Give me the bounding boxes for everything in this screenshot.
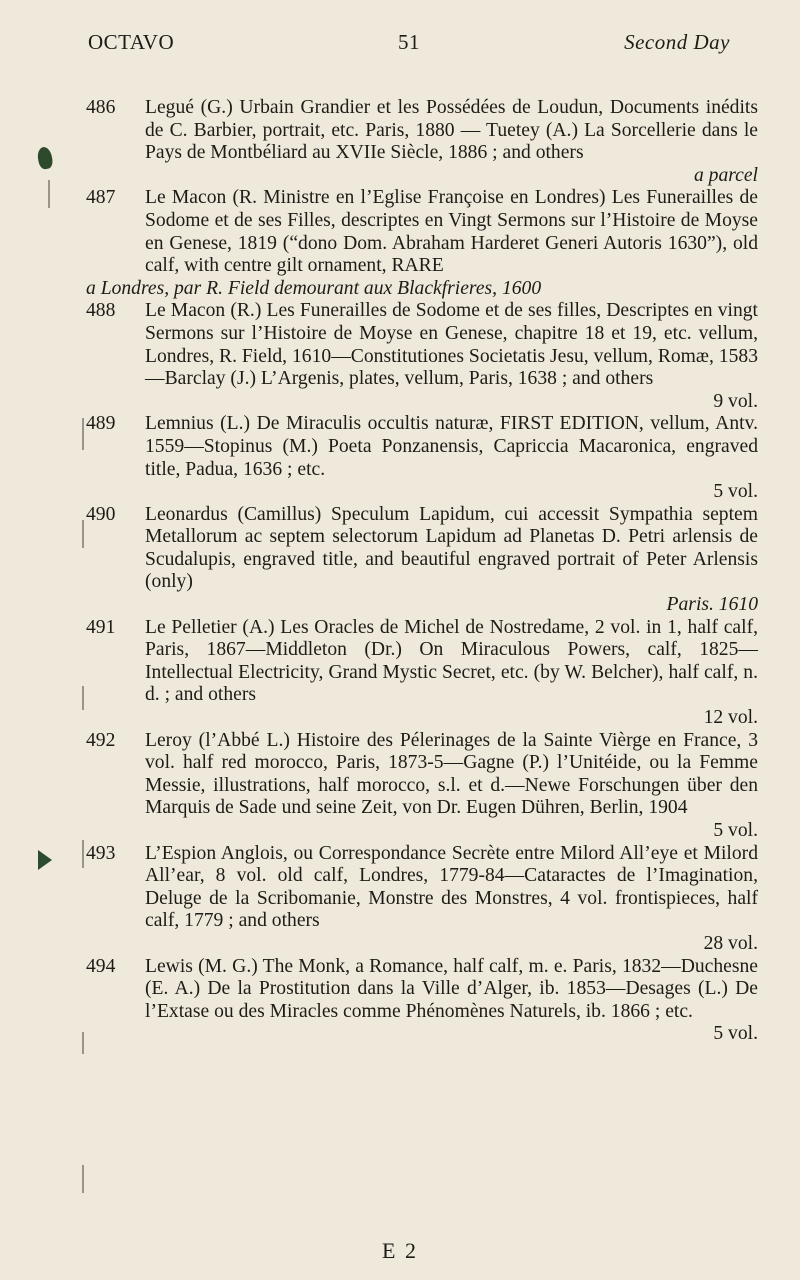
margin-arrow-mark-icon (38, 850, 52, 870)
margin-pencil-tick (82, 418, 84, 450)
lot-number: 492 (86, 729, 116, 751)
running-head (88, 30, 730, 60)
lot-description: Le Pelletier (A.) Les Oracles de Michel de Nostredame, 2 vol. in 1, half calf, Paris, 1867—Middleton (Dr.) On Miraculous Powers, calf, 1825—Intellectual Electricity, Grand Mystic Secret, etc. (by W. Belcher), half calf, n. d. ; and others (145, 616, 758, 706)
lot-description: Le Macon (R. Ministre en l’Eglise Françoise en Londres) Les Funerailles de Sodome et de ses Filles, descriptes en Vingt Sermons sur l’Histoire de Moyse en Genese, 1819 (“dono Dom. Abraham Harderet Generi Autoris 1630”), old calf, with centre gilt ornament, RARE (145, 187, 758, 277)
lot-quantity: 12 vol. (703, 707, 758, 729)
lot-description: Legué (G.) Urbain Grandier et les Possédées de Loudun, Documents inédits de C. Barbier, portrait, etc. Paris, 1880 — Tuetey (A.) La Sorcellerie dans le Pays de Montbéliard au XVIIe Siècle, 1886 ; and others (145, 97, 758, 164)
margin-pencil-tick (82, 1032, 84, 1054)
margin-pencil-tick (82, 520, 84, 548)
lot-quantity: 9 vol. (713, 390, 758, 412)
lot-quantity: 5 vol. (713, 1023, 758, 1045)
lot-entry (86, 187, 758, 277)
lot-description: Leonardus (Camillus) Speculum Lapidum, cui accessit Sympathia septem Metallorum ac septem selectorum Lapidum ad Planetas D. Petri arlensis de Scudalupis, engraved title, and beautiful engraved portrait of Peter Arlensis (only) (145, 503, 758, 593)
lot-number: 488 (86, 300, 116, 322)
margin-pencil-tick (82, 686, 84, 710)
page-number: 51 (398, 30, 420, 54)
lot-number: 490 (86, 503, 116, 525)
margin-pencil-tick (48, 180, 50, 208)
lot-imprint: Paris. 1610 (666, 594, 758, 616)
lot-entry (86, 300, 758, 413)
lot-entry (86, 413, 758, 503)
lot-entry (86, 617, 758, 730)
signature-mark: E 2 (382, 1238, 418, 1263)
lot-number: 494 (86, 955, 116, 977)
lot-number: 491 (86, 616, 116, 638)
lot-description: L’Espion Anglois, ou Correspondance Secrète entre Milord All’eye et Milord All’ear, 8 vol. old calf, Londres, 1779-84—Cataractes de l’Imagination, Deluge de la Scribomanie, Monstre des Monstres, 4 vol. frontispieces, half calf, 1779 ; and others (145, 842, 758, 932)
lot-number: 486 (86, 97, 116, 118)
running-head-format: OCTAVO (88, 30, 175, 54)
lot-quantity: 28 vol. (703, 932, 758, 954)
lot-imprint: a Londres, par R. Field demourant aux Blackfrieres, 1600 (86, 277, 542, 299)
lot-number: 487 (86, 187, 116, 209)
margin-pencil-tick (82, 840, 84, 868)
lot-entry (86, 504, 758, 617)
lot-entry (86, 956, 758, 1046)
margin-pencil-tick (82, 1165, 84, 1193)
lot-description: Leroy (l’Abbé L.) Histoire des Pélerinages de la Sainte Vièrge en France, 3 vol. half red morocco, Paris, 1873-5—Gagne (P.) l’Unitéide, ou la Femme Messie, illustrations, half morocco, s.l. et d.—Newe Forschungen über den Marquis de Sade und seine Zeit, von Dr. Eugen Dühren, Berlin, 1904 (145, 729, 758, 819)
lot-list (86, 97, 758, 1046)
lot-quantity: 5 vol. (713, 481, 758, 503)
lot-description: Lemnius (L.) De Miraculis occultis naturæ, FIRST EDITION, vellum, Antv. 1559—Stopinus (M.) Poeta Ponzanensis, Capriccia Macaronica, engraved title, Padua, 1636 ; etc. (145, 413, 758, 480)
lot-entry (86, 97, 758, 187)
lot-description: Le Macon (R.) Les Funerailles de Sodome et de ses filles, Descriptes en vingt Sermons sur l’Histoire de Moyse en Genese, chapitre 18 et 19, etc. vellum, Londres, R. Field, 1610—Constitutiones Societatis Jesu, vellum, Romæ, 1583—Barclay (J.) L’Argenis, plates, vellum, Paris, 1638 ; and others (145, 300, 758, 390)
lot-entry (86, 843, 758, 956)
lot-entry (86, 730, 758, 843)
lot-quantity: 5 vol. (713, 820, 758, 841)
lot-number: 489 (86, 413, 116, 435)
lot-description: Lewis (M. G.) The Monk, a Romance, half calf, m. e. Paris, 1832—Duchesne (E. A.) De la Prostitution dans la Ville d’Alger, ib. 1853—Desages (L.) De l’Extase ou des Miracles comme Phénomènes Naturels, ib. 1866 ; etc. (145, 955, 758, 1022)
lot-quantity: a parcel (693, 164, 758, 186)
lot-number: 493 (86, 842, 116, 864)
margin-leaf-mark-icon (36, 146, 54, 170)
running-head-day: Second Day (624, 30, 730, 54)
